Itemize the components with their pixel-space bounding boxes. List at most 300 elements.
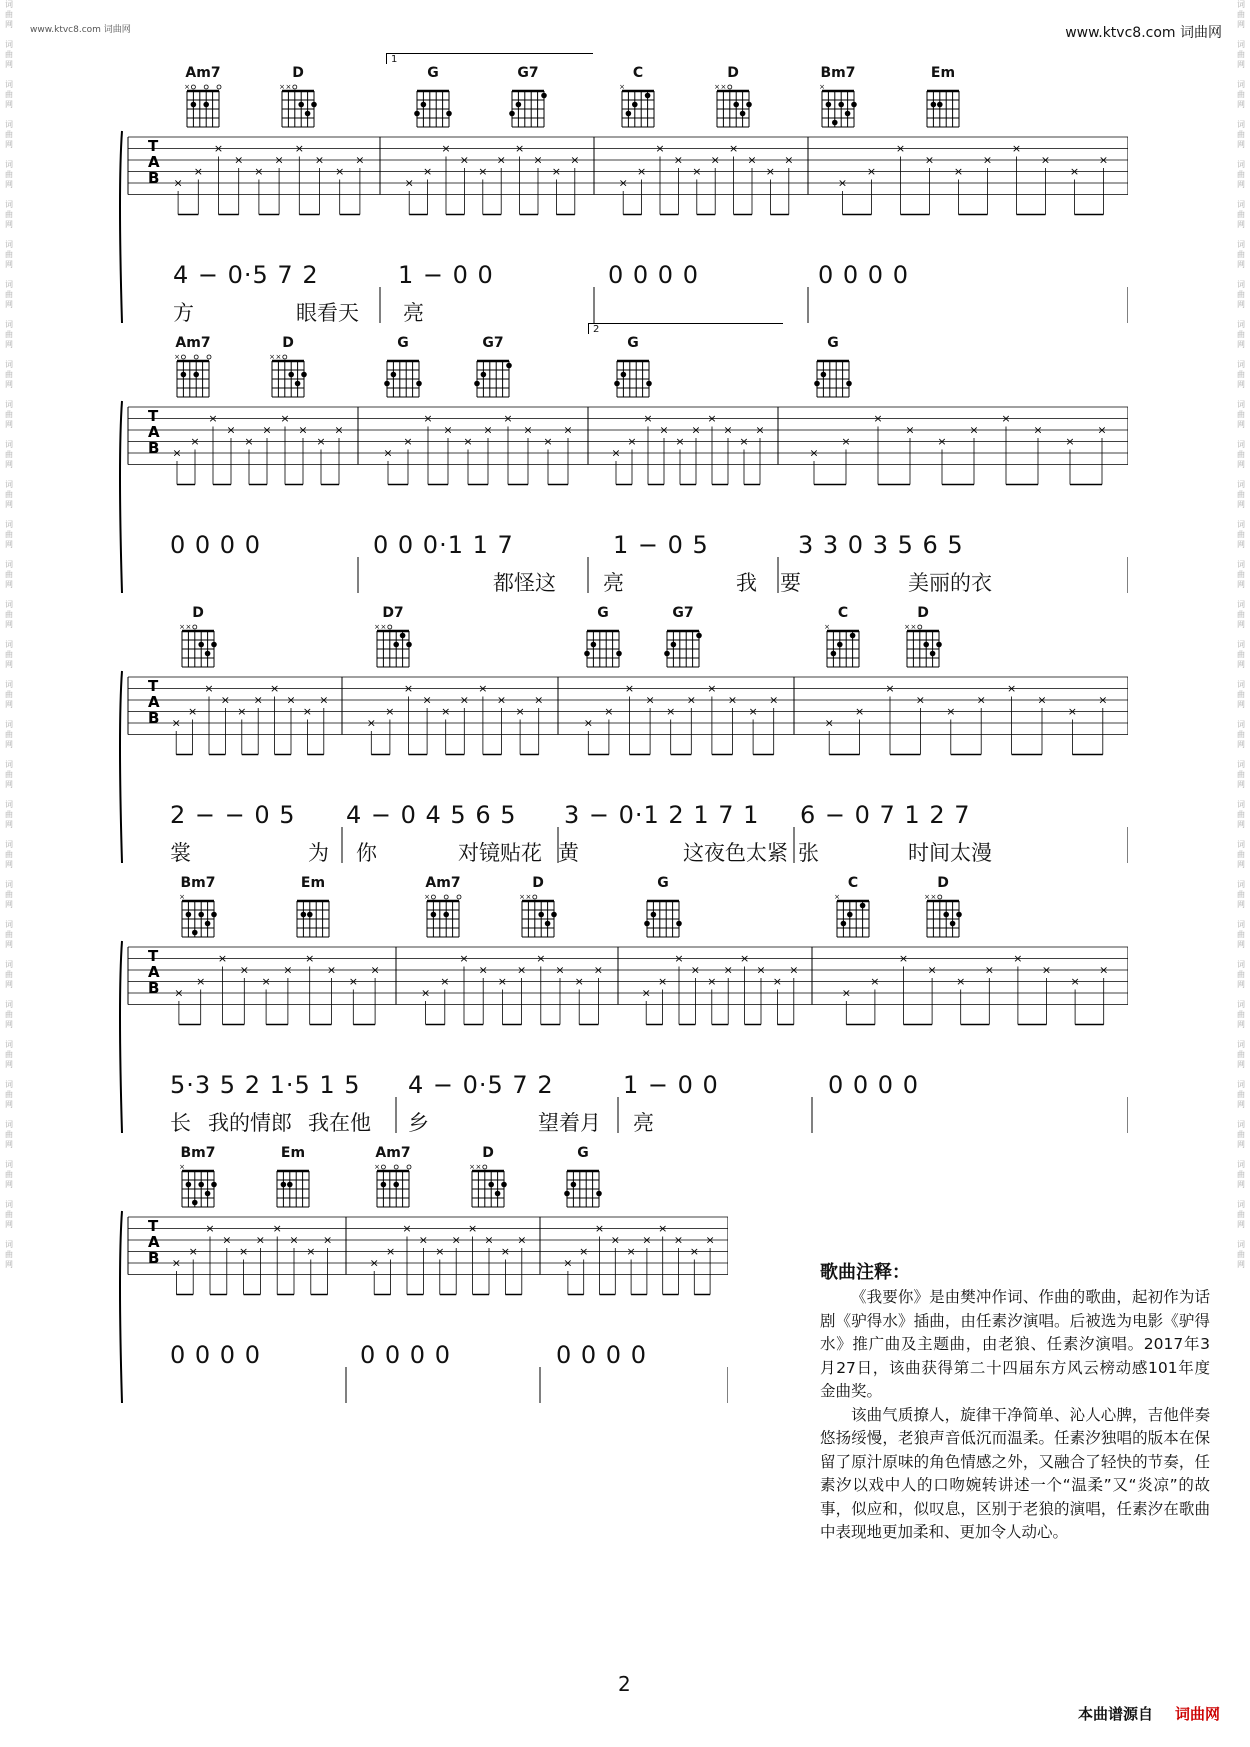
svg-text:×: × xyxy=(1065,435,1075,448)
svg-text:×: × xyxy=(673,153,684,167)
svg-text:×: × xyxy=(723,963,733,977)
svg-text:×: × xyxy=(604,705,614,718)
svg-text:×: × xyxy=(707,975,717,988)
jianpu-measure: 0 0 0 0 xyxy=(556,1341,647,1369)
lyric-word: 都怪这 xyxy=(493,571,556,595)
svg-text:×: × xyxy=(185,623,192,631)
svg-text:×: × xyxy=(905,423,915,437)
svg-text:×: × xyxy=(946,705,956,718)
svg-text:T: T xyxy=(148,946,159,965)
lyric-word: 张 xyxy=(798,841,819,865)
lyric-word: 我 xyxy=(736,571,757,595)
svg-text:×: × xyxy=(272,1222,282,1235)
lyric-word: 望着月 xyxy=(538,1111,601,1135)
svg-text:×: × xyxy=(563,423,573,437)
jianpu-measure: 4 − 0·5 7 2 xyxy=(408,1071,554,1099)
chord-diagram xyxy=(918,65,968,129)
guitar-tab-staff xyxy=(118,1207,728,1411)
svg-text:A: A xyxy=(148,152,160,171)
jianpu-measure: 1 − 0 0 xyxy=(398,261,494,289)
svg-text:×: × xyxy=(174,353,180,361)
svg-text:×: × xyxy=(563,1256,573,1270)
svg-text:×: × xyxy=(837,176,848,190)
svg-text:×: × xyxy=(692,165,702,178)
lyric-word: 你 xyxy=(356,841,377,865)
svg-text:×: × xyxy=(727,693,738,707)
svg-text:×: × xyxy=(269,353,275,361)
svg-text:×: × xyxy=(673,1233,684,1247)
side-watermark-right: 词 曲 网 词 曲 网 词 曲 网 词 曲 网 词 曲 网 词 曲 网 词 曲 网 词 曲 网 词 曲 网 词 曲 网 词 曲 网 词 曲 网 词 曲 网 词 曲 网 词 曲 网 词 曲 网 词 曲 网 词 曲 网 词 曲 网 词 曲 网 词 曲 网 词 曲 网 词 曲 网 词 曲 网 词 曲 网 词 曲 网 词 曲 网 词 曲 网 词 曲 网 词 曲 网 词 曲 网 词 曲 网 xyxy=(1237,0,1245,1269)
svg-text:×: × xyxy=(459,153,470,167)
svg-text:×: × xyxy=(870,975,880,988)
lyric-word: 眼看天 xyxy=(296,301,359,325)
svg-text:×: × xyxy=(626,1245,636,1258)
svg-text:×: × xyxy=(374,1163,380,1171)
chord-diagram xyxy=(468,335,518,399)
svg-text:×: × xyxy=(316,435,326,448)
svg-text:×: × xyxy=(208,412,218,425)
svg-text:×: × xyxy=(459,693,469,707)
svg-text:T: T xyxy=(148,406,159,425)
svg-text:×: × xyxy=(937,435,947,448)
chord-name: Bm7 xyxy=(180,875,216,891)
svg-text:×: × xyxy=(244,435,254,448)
svg-text:×: × xyxy=(217,952,228,965)
chord-diagram xyxy=(818,605,868,669)
chord-diagram xyxy=(263,335,313,399)
svg-text:×: × xyxy=(238,1245,249,1258)
svg-text:×: × xyxy=(483,423,493,437)
chord-name: G7 xyxy=(517,65,539,81)
svg-text:×: × xyxy=(286,693,296,707)
chord-diagram xyxy=(613,65,663,129)
svg-text:×: × xyxy=(1098,153,1109,167)
svg-text:×: × xyxy=(772,975,783,988)
chord-name: D xyxy=(917,605,929,621)
svg-text:×: × xyxy=(302,705,313,718)
lyric-word: 乡 xyxy=(408,1111,429,1135)
svg-text:×: × xyxy=(809,446,819,460)
svg-text:×: × xyxy=(254,165,264,178)
footer-source-label: 本曲谱源自 xyxy=(1077,1705,1153,1723)
svg-text:×: × xyxy=(666,705,676,718)
notes-paragraph-1: 《我要你》是由樊冲作词、作曲的歌曲，起初作为话剧《驴得水》插曲，由任素汐演唱。后被选为电影《驴得水》推广曲及主题曲，由老狼、任素汐演唱。2017年3月27日，该曲获得第二十四届东方风云榜动感101年度金曲奖。 xyxy=(820,1288,1210,1400)
page-number: 2 xyxy=(618,1672,631,1696)
chord-name: Em xyxy=(930,65,956,81)
svg-text:×: × xyxy=(1037,693,1047,707)
chord-diagram xyxy=(608,335,658,399)
svg-text:×: × xyxy=(463,435,473,448)
svg-text:×: × xyxy=(514,142,525,155)
svg-text:×: × xyxy=(205,1222,215,1235)
jianpu-measure: 1 − 0 5 xyxy=(613,531,709,559)
svg-text:×: × xyxy=(1070,975,1080,988)
jianpu-measure: 0 0 0 0 xyxy=(818,261,909,289)
svg-text:×: × xyxy=(1011,142,1022,155)
svg-text:×: × xyxy=(618,176,628,190)
svg-text:×: × xyxy=(234,153,244,167)
svg-text:×: × xyxy=(469,1163,475,1171)
svg-text:×: × xyxy=(904,623,910,631)
svg-text:×: × xyxy=(1013,952,1023,965)
svg-text:×: × xyxy=(380,623,387,631)
svg-text:×: × xyxy=(348,975,358,988)
chord-name: G xyxy=(597,605,609,621)
svg-text:×: × xyxy=(956,975,966,988)
svg-text:×: × xyxy=(326,963,337,977)
lyric-word: 这夜色太紧 xyxy=(683,841,788,865)
svg-text:×: × xyxy=(691,423,701,437)
svg-text:×: × xyxy=(355,153,365,167)
svg-text:×: × xyxy=(475,1163,482,1171)
svg-text:×: × xyxy=(747,153,757,167)
volta-bracket: 2 xyxy=(588,323,783,334)
svg-text:×: × xyxy=(655,142,665,155)
svg-text:×: × xyxy=(314,153,325,167)
svg-text:×: × xyxy=(707,412,717,425)
chord-diagram xyxy=(578,605,628,669)
chord-diagram xyxy=(813,65,863,129)
volta-bracket: 1 xyxy=(386,53,593,64)
svg-text:×: × xyxy=(915,693,926,707)
svg-text:×: × xyxy=(298,423,308,437)
svg-text:×: × xyxy=(984,963,994,977)
svg-text:×: × xyxy=(441,705,451,718)
chord-diagram xyxy=(918,875,968,939)
chord-diagram xyxy=(408,65,458,129)
svg-text:×: × xyxy=(1001,412,1011,425)
chord-diagram xyxy=(268,1145,318,1209)
svg-text:×: × xyxy=(179,893,185,901)
chord-diagram xyxy=(168,335,218,399)
svg-text:×: × xyxy=(720,83,727,91)
jianpu-measure: 4 − 0·5 7 2 xyxy=(173,261,319,289)
svg-text:×: × xyxy=(555,963,565,977)
svg-text:×: × xyxy=(594,1222,605,1235)
svg-text:T: T xyxy=(148,136,159,155)
svg-text:B: B xyxy=(148,709,160,727)
lyric-word: 我在他 xyxy=(308,1111,371,1135)
svg-text:×: × xyxy=(924,153,935,167)
jianpu-measure: 3 3 0 3 5 6 5 xyxy=(798,531,964,559)
svg-text:×: × xyxy=(285,83,292,91)
svg-text:×: × xyxy=(369,1256,379,1270)
svg-text:×: × xyxy=(403,682,414,695)
svg-text:×: × xyxy=(261,975,271,988)
svg-text:×: × xyxy=(627,435,637,448)
chord-diagram xyxy=(808,335,858,399)
svg-text:×: × xyxy=(895,142,906,155)
chord-diagram xyxy=(513,875,563,939)
chord-name: Em xyxy=(280,1145,306,1161)
svg-text:×: × xyxy=(496,693,507,707)
svg-text:×: × xyxy=(583,716,593,730)
chord-diagram xyxy=(708,65,758,129)
svg-text:×: × xyxy=(1099,963,1109,977)
svg-text:×: × xyxy=(171,1256,182,1270)
svg-text:×: × xyxy=(834,893,840,901)
svg-text:×: × xyxy=(885,682,895,695)
svg-text:B: B xyxy=(148,1249,160,1267)
chord-diagram xyxy=(463,1145,513,1209)
chord-diagram xyxy=(898,605,948,669)
svg-text:×: × xyxy=(497,975,508,988)
svg-text:×: × xyxy=(335,165,345,178)
svg-text:×: × xyxy=(280,412,290,425)
lyric-word: 要 xyxy=(780,571,801,595)
svg-text:B: B xyxy=(148,169,160,187)
svg-text:×: × xyxy=(294,142,304,155)
svg-text:×: × xyxy=(500,1245,511,1258)
svg-text:×: × xyxy=(262,423,272,437)
chord-name: D xyxy=(292,65,304,81)
svg-text:×: × xyxy=(305,952,315,965)
svg-text:×: × xyxy=(551,165,562,178)
svg-text:×: × xyxy=(641,986,651,1000)
chord-diagram xyxy=(273,65,323,129)
svg-text:×: × xyxy=(274,153,284,167)
chord-diagram xyxy=(378,335,428,399)
svg-text:×: × xyxy=(484,1233,494,1247)
svg-text:×: × xyxy=(536,952,546,965)
svg-text:×: × xyxy=(269,682,280,695)
lyric-word: 黄 xyxy=(558,841,579,865)
svg-text:×: × xyxy=(1033,423,1043,437)
svg-text:×: × xyxy=(636,165,647,178)
svg-text:×: × xyxy=(1006,682,1017,695)
svg-text:×: × xyxy=(643,412,653,425)
chord-name: C xyxy=(632,65,644,81)
song-notes xyxy=(820,1286,1210,1545)
svg-text:×: × xyxy=(402,1222,412,1235)
svg-text:×: × xyxy=(619,83,625,91)
svg-text:×: × xyxy=(674,952,684,965)
svg-text:×: × xyxy=(675,435,685,448)
header-left-url: www.ktvc8.com 词曲网 xyxy=(30,25,131,35)
svg-text:×: × xyxy=(188,1245,198,1258)
svg-text:×: × xyxy=(418,1233,429,1247)
svg-text:×: × xyxy=(534,693,544,707)
svg-text:×: × xyxy=(748,705,758,718)
svg-text:×: × xyxy=(478,165,488,178)
svg-text:×: × xyxy=(179,623,185,631)
jianpu-measure: 3 − 0·1 2 1 7 1 xyxy=(564,801,760,829)
score-system-3 xyxy=(118,605,1128,875)
svg-text:×: × xyxy=(204,682,214,695)
chord-diagram xyxy=(828,875,878,939)
svg-text:×: × xyxy=(478,963,488,977)
svg-text:×: × xyxy=(171,716,181,730)
score-system-4 xyxy=(118,875,1128,1145)
svg-text:×: × xyxy=(451,1233,461,1247)
chord-name: G xyxy=(827,335,839,351)
lyric-word: 亮 xyxy=(603,571,624,595)
svg-text:×: × xyxy=(707,682,717,695)
svg-text:×: × xyxy=(174,986,184,1000)
jianpu-measure: 5·3 5 2 1·5 1 5 xyxy=(170,1071,361,1099)
chord-name: Am7 xyxy=(175,335,211,351)
svg-text:×: × xyxy=(1067,705,1078,718)
svg-text:×: × xyxy=(657,975,668,988)
svg-text:×: × xyxy=(283,963,293,977)
chord-name: D xyxy=(937,875,949,891)
score-system-1 xyxy=(118,54,1128,335)
svg-text:×: × xyxy=(306,1245,316,1258)
svg-text:×: × xyxy=(924,893,930,901)
svg-text:×: × xyxy=(756,963,766,977)
guitar-tab-staff xyxy=(118,127,1128,331)
svg-text:×: × xyxy=(982,153,993,167)
svg-text:×: × xyxy=(239,963,249,977)
svg-text:×: × xyxy=(824,716,834,730)
chord-name: G7 xyxy=(672,605,694,621)
svg-text:×: × xyxy=(642,1233,652,1247)
svg-text:×: × xyxy=(289,1233,299,1247)
svg-text:×: × xyxy=(515,705,525,718)
svg-text:×: × xyxy=(769,693,779,707)
svg-text:×: × xyxy=(930,893,937,901)
jianpu-measure: 6 − 0 7 1 2 7 xyxy=(800,801,971,829)
svg-text:×: × xyxy=(658,1222,668,1235)
chord-diagram xyxy=(173,875,223,939)
svg-text:×: × xyxy=(422,693,432,707)
svg-text:×: × xyxy=(739,952,750,965)
chord-diagram xyxy=(368,1145,418,1209)
chord-diagram xyxy=(173,605,223,669)
score-system-5 xyxy=(118,1145,728,1415)
svg-text:A: A xyxy=(148,1232,160,1251)
chord-name: Am7 xyxy=(375,1145,411,1161)
chord-diagram xyxy=(173,1145,223,1209)
lyric-word: 方 xyxy=(173,301,194,325)
svg-text:×: × xyxy=(222,1233,232,1247)
svg-text:×: × xyxy=(459,952,469,965)
svg-text:×: × xyxy=(275,353,282,361)
svg-text:×: × xyxy=(690,963,701,977)
score-system-2 xyxy=(118,324,1128,605)
svg-text:A: A xyxy=(148,422,160,441)
svg-text:×: × xyxy=(841,986,851,1000)
svg-text:×: × xyxy=(953,165,964,178)
lyric-word: 裳 xyxy=(170,841,191,865)
footer-brand: 词曲网 xyxy=(1174,1705,1220,1723)
lyric-word: 长 xyxy=(170,1111,191,1135)
chord-diagram xyxy=(368,605,418,669)
svg-text:×: × xyxy=(969,423,979,437)
svg-text:×: × xyxy=(435,1245,445,1258)
chord-name: Bm7 xyxy=(820,65,856,81)
svg-text:×: × xyxy=(424,893,430,901)
svg-text:×: × xyxy=(1040,153,1051,167)
svg-text:×: × xyxy=(689,1245,699,1258)
svg-text:×: × xyxy=(503,412,513,425)
svg-text:×: × xyxy=(910,623,917,631)
svg-text:×: × xyxy=(705,1233,715,1247)
svg-text:×: × xyxy=(574,975,584,988)
jianpu-measure: 0 0 0 0 xyxy=(828,1071,919,1099)
chord-name: D xyxy=(532,875,544,891)
chord-diagram xyxy=(288,875,338,939)
chord-diagram xyxy=(503,65,553,129)
chord-name: D xyxy=(482,1145,494,1161)
chord-diagram xyxy=(418,875,468,939)
svg-text:×: × xyxy=(714,83,720,91)
svg-text:×: × xyxy=(789,963,799,977)
svg-text:T: T xyxy=(148,676,159,695)
jianpu-measure: 4 − 0 4 5 6 5 xyxy=(346,801,517,829)
chord-name: G xyxy=(397,335,409,351)
svg-text:×: × xyxy=(927,963,937,977)
svg-text:×: × xyxy=(255,1233,266,1247)
chord-name: C xyxy=(847,875,859,891)
svg-text:B: B xyxy=(148,979,160,997)
svg-text:×: × xyxy=(1097,423,1107,437)
chord-name: Em xyxy=(300,875,326,891)
svg-text:×: × xyxy=(496,153,506,167)
footer-source xyxy=(1078,1703,1220,1724)
jianpu-measure: 1 − 0 0 xyxy=(623,1071,719,1099)
chord-name: D xyxy=(192,605,204,621)
svg-text:×: × xyxy=(220,693,231,707)
svg-text:×: × xyxy=(611,446,621,460)
svg-text:×: × xyxy=(196,975,206,988)
chord-name: G xyxy=(657,875,669,891)
svg-text:×: × xyxy=(593,963,604,977)
svg-text:×: × xyxy=(404,176,414,190)
svg-text:×: × xyxy=(193,165,203,178)
svg-text:×: × xyxy=(226,423,236,437)
chord-diagram xyxy=(558,1145,608,1209)
svg-text:×: × xyxy=(187,705,198,718)
svg-text:×: × xyxy=(179,1163,185,1171)
chord-name: D xyxy=(727,65,739,81)
svg-text:×: × xyxy=(645,693,655,707)
svg-text:×: × xyxy=(322,1233,333,1247)
svg-text:×: × xyxy=(172,446,182,460)
svg-text:×: × xyxy=(873,412,883,425)
notes-paragraph-2: 该曲气质撩人，旋律干净简单、沁人心脾，吉他伴奏悠扬绥慢，老狼声音低沉而温柔。任素汐独唱的版本在保留了原汁原味的角色情感之外，又融合了轻快的节奏，任素汐以戏中人的口吻婉转讲述一个“温柔”又“炎凉”的故事，似应和，似叹息，区别于老狼的演唱，任素汐在歌曲中表现地更加柔和、更加令人动心。 xyxy=(820,1405,1210,1541)
svg-text:×: × xyxy=(279,83,285,91)
svg-text:×: × xyxy=(523,423,533,437)
svg-text:×: × xyxy=(173,176,183,190)
svg-text:×: × xyxy=(866,165,877,178)
svg-text:×: × xyxy=(467,1222,478,1235)
svg-text:×: × xyxy=(517,1233,527,1247)
svg-text:×: × xyxy=(854,705,865,718)
svg-text:×: × xyxy=(824,623,830,631)
notes-title: 歌曲注释： xyxy=(820,1262,910,1283)
svg-text:×: × xyxy=(976,693,986,707)
svg-text:×: × xyxy=(190,435,200,448)
svg-text:×: × xyxy=(237,705,247,718)
chord-name: G xyxy=(427,65,439,81)
chord-name: Bm7 xyxy=(180,1145,216,1161)
svg-text:×: × xyxy=(385,1245,396,1258)
svg-text:×: × xyxy=(370,963,380,977)
lyric-word: 我的情郎 xyxy=(208,1111,292,1135)
svg-text:×: × xyxy=(516,963,527,977)
svg-text:T: T xyxy=(148,1216,159,1235)
jianpu-measure: 0 0 0 0 xyxy=(360,1341,451,1369)
svg-text:×: × xyxy=(1098,693,1108,707)
chord-diagram xyxy=(638,875,688,939)
svg-text:×: × xyxy=(525,893,532,901)
jianpu-measure: 0 0 0 0 xyxy=(170,1341,261,1369)
chord-name: D xyxy=(282,335,294,351)
svg-text:×: × xyxy=(440,975,450,988)
side-watermark-left: 词 曲 网 词 曲 网 词 曲 网 词 曲 网 词 曲 网 词 曲 网 词 曲 网 词 曲 网 词 曲 网 词 曲 网 词 曲 网 词 曲 网 词 曲 网 词 曲 网 词 曲 网 词 曲 网 词 曲 网 词 曲 网 词 曲 网 词 曲 网 词 曲 网 词 曲 网 词 曲 网 词 曲 网 词 曲 网 词 曲 网 词 曲 网 词 曲 网 词 曲 网 词 曲 网 词 曲 网 词 曲 网 xyxy=(5,0,13,1269)
svg-text:×: × xyxy=(739,435,749,448)
